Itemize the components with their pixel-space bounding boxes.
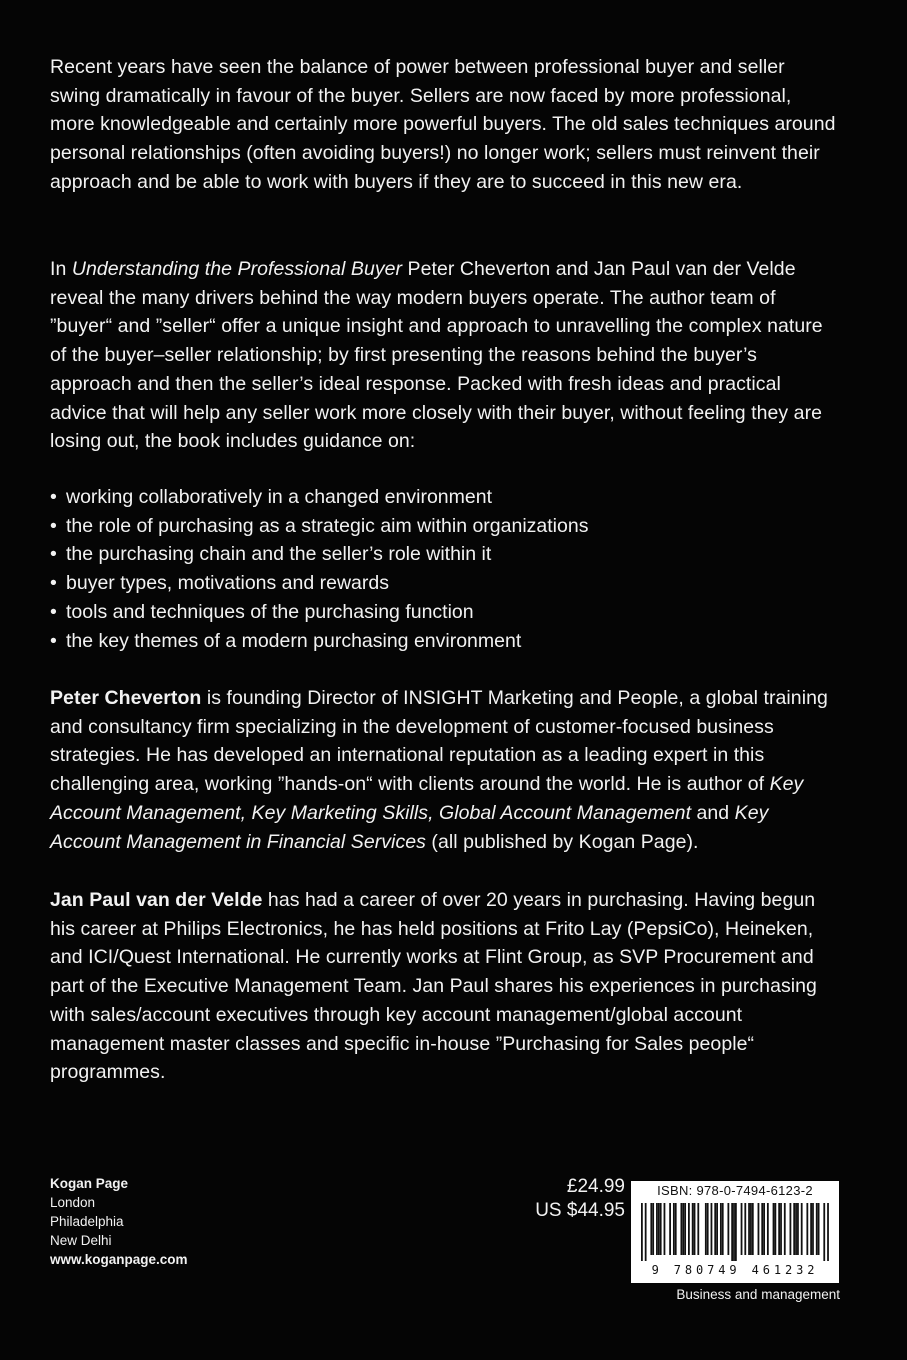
intro-paragraph: Recent years have seen the balance of power between professional buyer and seller swing dramatically in favour of the buyer. Sellers are now faced by more professional, more knowledgeable and certainly more powerful buyers. The old sales techniques around personal relationships (often avoiding buyers!) no longer work; sellers must reinvent their approach and be able to work with buyers if they are to succeed in this new era. [50,56,836,193]
book-title: Understanding the Professional Buyer [71,258,403,280]
publisher-name: Kogan Page [50,1176,129,1191]
barcode-bar [650,1203,652,1255]
author1-books: Key Account Management, Key Marketing Skills, Global Account Management [50,773,804,824]
list-item [50,627,850,656]
barcode-bar [692,1203,694,1255]
barcode-bar [750,1203,752,1255]
publisher-url[interactable]: www.koganpage.com [50,1252,188,1267]
barcode-bar [735,1203,737,1261]
book-description-paragraph [50,255,840,456]
barcode-bar [774,1203,776,1255]
price-us: US $44.95 [535,1200,625,1221]
barcode-bar [801,1203,803,1255]
barcode-bar [795,1203,797,1255]
author1-and: and [691,801,735,824]
barcode-bar [711,1203,713,1255]
barcode-bar [810,1203,812,1255]
barcode-icon [641,1203,829,1261]
bullet-icon: • [50,514,57,537]
list-item-text: the role of purchasing as a strategic aim within organizations [66,514,589,537]
price-uk: £24.99 [566,1176,625,1197]
barcode-bar [731,1203,733,1261]
barcode-bar [733,1203,735,1261]
list-item-text: working collaboratively in a changed environment [66,486,492,508]
barcode-bar [673,1203,675,1255]
barcode-bar [664,1203,666,1255]
publisher-city: Philadelphia [50,1214,124,1229]
barcode-bar [652,1203,654,1255]
barcode-bar [722,1203,724,1255]
bullet-icon: • [50,600,57,623]
barcode-bar [714,1203,716,1255]
barcode-bar [641,1203,643,1261]
price-block [510,1175,625,1223]
description-body: Peter Cheverton and Jan Paul van der Velde reveal the many drivers behind the way modern buyers operate. The author team of ”buyer“ and ”seller“ offer a unique insight and approach to unravelling the complex nature of the buyer–seller relationship; by first presenting the reasons behind the buyer’s approach and then the seller’s ideal response. Packed with fresh ideas and practical advice that will help any seller work more closely with their buyer, without feeling they are losing out, the book includes guidance on: [50,258,823,453]
barcode-bar [694,1203,696,1255]
barcode-bar [752,1203,754,1255]
barcode-bar [660,1203,662,1255]
author1-bio-start: is founding Director of INSIGHT Marketing and People, a global training and consultancy firm specializing in the development of customer-focused business strategies. He has developed an international reputation as a leading expert in this challenging area, working ”hands-on“ with clients around the world. He is author of [50,687,828,796]
description-prefix: In [50,258,72,280]
isbn-label: ISBN: 978-0-7494-6123-2 [657,1183,813,1198]
barcode-bar [790,1203,792,1255]
barcode-bar [727,1203,729,1255]
publisher-block [50,1174,188,1269]
barcode-bar [818,1203,820,1255]
barcode-bar [645,1203,647,1261]
list-item [50,569,850,598]
barcode-bar [697,1203,699,1255]
barcode-bar [684,1203,686,1255]
bullet-icon: • [50,629,57,652]
barcode-bar [763,1203,765,1255]
category-label: Business and management [676,1287,840,1302]
list-item-text: tools and techniques of the purchasing function [66,600,474,623]
barcode-bar [716,1203,718,1255]
barcode-bar [688,1203,690,1255]
barcode-bar [761,1203,763,1255]
barcode-bar [812,1203,814,1255]
barcode-bar [758,1203,760,1255]
barcode-bar [823,1203,825,1261]
barcode-bar [748,1203,750,1255]
barcode-panel [631,1181,839,1283]
author1-bio-end: (all published by Kogan Page). [425,830,699,853]
barcode-bar [705,1203,707,1255]
barcode-bar [778,1203,780,1255]
barcode-bar [720,1203,722,1255]
barcode-bar [816,1203,818,1255]
barcode-digits: 9 780749 461232 [651,1263,819,1277]
author2-name: Jan Paul van der Velde [50,889,263,911]
bullet-icon: • [50,543,57,566]
author2-bio-text: has had a career of over 20 years in purchasing. Having begun his career at Philips Electronics, he has held positions at Frito Lay (PepsiCo), Heineken, and ICI/Quest International. He currently works at Flint Group, as SVP Procurement and part of the Executive Management Team. Jan Paul shares his experiences in purchasing with sales/account executives through key account management/global account management master classes and specific in-house ”Purchasing for Sales people“ programmes. [50,889,817,1084]
list-item-text: the key themes of a modern purchasing environment [66,629,522,652]
barcode-bar [656,1203,658,1255]
barcode-bar [793,1203,795,1255]
author2-bio [50,886,840,1087]
barcode-bar [767,1203,769,1255]
author1-bio [50,684,840,856]
author1-name: Peter Cheverton [50,687,202,709]
barcode-bar [827,1203,829,1261]
publisher-city: New Delhi [50,1233,112,1248]
publisher-city: London [50,1195,96,1210]
list-item-text: the purchasing chain and the seller’s role within it [66,543,492,566]
barcode-bar [675,1203,677,1255]
list-item [50,598,850,627]
list-item [50,540,850,569]
barcode-bar [780,1203,782,1255]
barcode-bar [784,1203,786,1255]
barcode-bar [773,1203,775,1255]
barcode-bar [658,1203,660,1255]
barcode-bar [669,1203,671,1255]
barcode-bar [797,1203,799,1255]
guidance-list [50,483,850,655]
author1-book-last: Key Account Management in Financial Services [50,801,769,853]
bullet-icon: • [50,572,57,595]
list-item [50,512,850,541]
barcode-bar [741,1203,743,1255]
barcode-bar [744,1203,746,1255]
list-item-text: buyer types, motivations and rewards [66,572,389,595]
barcode-bar [680,1203,682,1255]
bullet-icon: • [50,486,57,508]
barcode-bar [682,1203,684,1255]
barcode-bar [806,1203,808,1255]
barcode-bar [707,1203,709,1255]
list-item [50,483,850,512]
